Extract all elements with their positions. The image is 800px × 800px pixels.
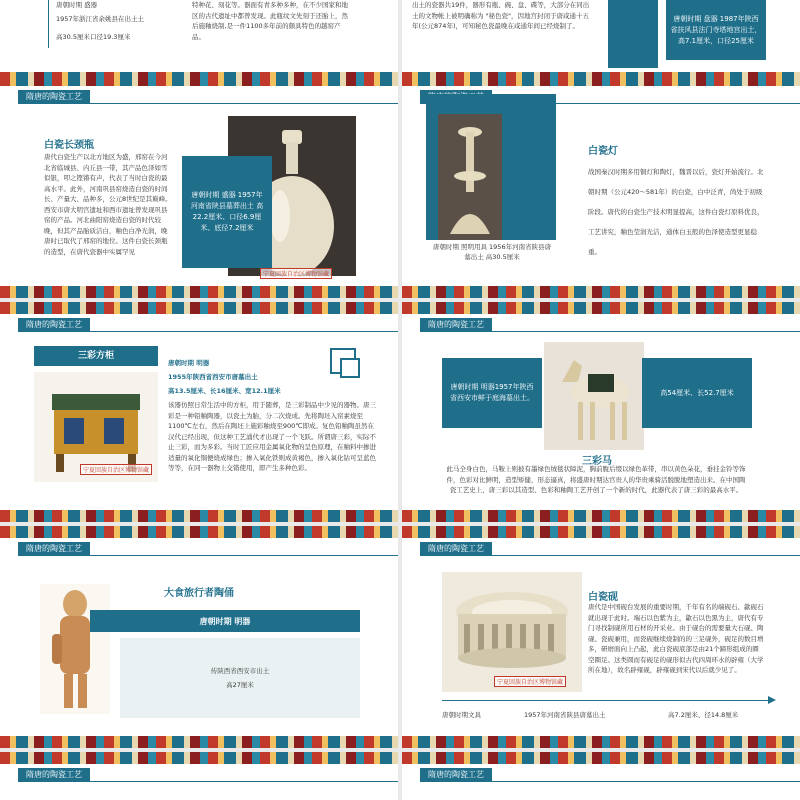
slide-partial-9 [402, 752, 800, 800]
museum-stamp: 宁夏回族自治区博物馆藏 [80, 464, 152, 475]
decorative-band [0, 510, 398, 522]
tag-underline [18, 781, 398, 782]
timeline-arrow-icon [768, 696, 776, 704]
decorative-band [402, 736, 800, 748]
slide-tricolor-cabinet [0, 302, 398, 522]
slide-traveler-figurine [0, 526, 398, 748]
info-box-left: 唐朝时期 明器1957年陕西省西安市鲜于庭海墓出土。 [442, 358, 542, 428]
section-tag: 隋唐的陶瓷工艺 [18, 318, 90, 332]
museum-stamp: 宁夏回族自治区博物馆藏 [260, 268, 332, 279]
tag-underline [18, 555, 398, 556]
section-tag: 隋唐的陶瓷工艺 [420, 318, 492, 332]
tag-underline [420, 555, 800, 556]
slide-title: 白瓷长颈瓶 [44, 140, 94, 151]
section-tag: 隋唐的陶瓷工艺 [420, 542, 492, 556]
info-line-1: 唐朝时期 盛器 [56, 1, 98, 9]
slide-body: 战国秦汉时期多用铜灯和陶灯，魏晋以后，瓷灯开始流行。北朝时期（公元420～581年）的白瓷，白中泛青，尚处于初级阶段。唐代的白瓷生产技术明显提高，这件白瓷灯原料优良，工艺讲究，釉色莹润光洁，通体白玉般的色泽使造型更显稳重。 [588, 168, 764, 256]
decorative-band [402, 302, 800, 314]
decorative-band [402, 74, 800, 86]
inkstone-icon [442, 572, 582, 692]
square-ornament-inner [340, 358, 360, 378]
decorative-band [0, 302, 398, 314]
info-line-1: 传陕西省西安市出土 [210, 667, 270, 675]
section-tag: 隋唐的陶瓷工艺 [18, 542, 90, 556]
slide-title: 大食旅行者陶俑 [164, 588, 234, 599]
info-box-right: 高54厘米、长52.7厘米 [642, 358, 752, 428]
caption-3: 高7.2厘米、径14.8厘米 [668, 711, 739, 719]
slide-title: 三彩方柜 [77, 350, 114, 361]
tag-underline [420, 781, 800, 782]
section-tag: 隋唐的陶瓷工艺 [18, 768, 90, 782]
lamp-caption: 唐朝时期 照明用具 1956年河南省陕县唐墓出土 高30.5厘米 [432, 243, 552, 261]
horse-icon [544, 342, 644, 450]
left-border-line [48, 0, 49, 48]
decorative-band [402, 526, 800, 538]
slide-body: 此马全身白色，马鞍上则披有墨绿色绒毯状障泥，胸前腹后缀以绿色革带，串以黄色朵花，垂挂金铃等饰件，色彩对比鲜明，造型矫健，形态逼真，将盛唐时期达官贵人的华贵乘骑活脱脱地塑造出来。在中国陶瓷工艺史上，唐三彩以其造型、色彩和釉陶工艺开创了一个新的时代，此器代表了唐三彩的最高水平。 [446, 465, 746, 494]
slide-body: 唐代是中国砚台发展的重要时期，千年有名的端砚石、歙砚石就出现于此时。端石以色紫为主，歙石以色黑为主，唐代有专门寻找制砚所用石材的开采业。由于砚台的需要量大石砚、陶砚、瓷砚兼用，而瓷砚继续烧制的的三足砚外，砚足的数目增多，研磨面向上凸起，此白瓷砚底部是由21个蹄形组成的圈空圈足。这类圆而有砚足的砚形似古代四周环水的辟雍（大学所在地），故名辟雍砚，辟雍砚到宋代以后就少见了。 [588, 603, 764, 674]
info-box: 唐朝时期 盘器 1987年陕西省扶风县法门寺塔地宫出土，高7.1厘米，口径25厘米 [666, 0, 766, 60]
info-panel [120, 638, 360, 718]
slide-title: 白瓷砚 [588, 592, 618, 603]
info-box: 唐朝时期 盛器 1957年河南省陕县墓葬出土 高22.2厘米、口径6.9厘米、底径7.2厘米 [182, 156, 272, 268]
lamp-icon [438, 114, 502, 240]
caption-2: 1957年河南省陕县唐墓出土 [524, 711, 606, 719]
decorative-band [0, 736, 398, 748]
slide-title: 白瓷灯 [588, 146, 618, 157]
lamp-image [438, 114, 502, 240]
info-head-3: 高13.5厘米、长16厘米、宽12.1厘米 [168, 387, 281, 395]
slide-title: 三彩马 [582, 456, 612, 467]
inkstone-image [442, 572, 582, 692]
slide-body: 唐代白瓷生产以北方地区为盛，邢窑在今河北省临城县、内丘县一带，其产品色泽如雪似银，叩之铿锵有声，代表了当时白瓷的最高水平。此外，河南巩县窑烧造白瓷的时间长、产量大、品种多，公元8世纪是其巅峰。西安市唐大明宫遗址和西市遗址曾发现巩县窑的产品。河北曲阳窑烧造白瓷的时代较晚，但其产品胎质洁白，釉色白净光润，晚唐时已取代了邢窑的地位。这件白瓷长颈瓶的造型，在唐代瓷器中实属罕见 [44, 153, 172, 256]
decorative-band [0, 526, 398, 538]
slide-white-porcelain-vase [0, 74, 398, 298]
title-bar [34, 346, 158, 366]
museum-stamp: 宁夏回族自治区博物馆藏 [494, 676, 566, 687]
slide-partial-1 [402, 0, 800, 84]
info-head-1: 唐朝时期 明器 [168, 359, 210, 367]
info-line-2: 高27厘米 [226, 681, 254, 689]
decorative-band [402, 510, 800, 522]
decorative-band [0, 74, 398, 86]
tag-underline [420, 331, 800, 332]
figurine-image [40, 584, 110, 714]
figurine-icon [40, 584, 110, 714]
description-text: 出土的瓷器共19件，器形有瓶、碗、盘、碟等，大部分在同出土的文物帐上被明确称为 "秘色瓷"，因地宫封闭于唐咸通十五年(公元874年)，可知秘色瓷最晚在咸通年间已经烧制了。 [412, 1, 590, 30]
section-tag: 隋唐的陶瓷工艺 [18, 90, 90, 104]
slide-white-porcelain-lamp [402, 74, 800, 298]
tag-underline [18, 331, 398, 332]
slide-partial-8 [0, 752, 398, 800]
info-line-2: 1957年浙江省余姚县在出土土 [56, 15, 145, 23]
decorative-band [402, 752, 800, 764]
slide-white-porcelain-inkstone [402, 526, 800, 748]
section-tag: 隋唐的陶瓷工艺 [420, 768, 492, 782]
slide-partial-0 [0, 0, 398, 84]
dynasty-band: 唐朝时期 明器 [90, 610, 360, 632]
slide-tricolor-horse [402, 302, 800, 522]
slide-body: 该器仿照日常生活中的方柜，用于随葬，是三彩制品中少见的器物。唐三彩是一种铅釉陶器，以瓷土为胎，分二次烧成。先将陶坯入窑素烧至1100℃左右，然后在陶坯上施彩釉烧至900℃即成。复色铅釉陶虽然在汉代已经出现，但这种工艺涌代才出现了一个飞跃。所谓唐三彩，实际不止三彩，而为多彩。当时工匠应用金属氧化物的呈色原理，在釉料中掺进适量的氧化铜便烧成绿色；掺入氧化铁则成黄褐色，掺入氧化钴可呈蓝色等等，在同一器物上交错使用，即产生多种色彩。 [168, 401, 376, 472]
tag-underline [18, 103, 398, 104]
teal-block [608, 0, 658, 68]
timeline-line [442, 700, 772, 701]
decorative-band [0, 286, 398, 298]
decorative-band [402, 286, 800, 298]
horse-image [544, 342, 644, 450]
info-head-2: 1955年陕西省西安市唐墓出土 [168, 373, 258, 381]
description-text: 特种花、刻花等。器面有青多种多种，在不少国家和地区的古代遗址中都曾发现。此瓶纹文先刻于还胎上，然后施釉烧制,是一件1100多年前的颇具特色的越窑产品。 [192, 1, 348, 41]
info-line-3: 高30.5厘米口径19.3厘米 [56, 33, 131, 41]
decorative-band [0, 752, 398, 764]
caption-1: 唐朝时期文具 [442, 711, 481, 719]
